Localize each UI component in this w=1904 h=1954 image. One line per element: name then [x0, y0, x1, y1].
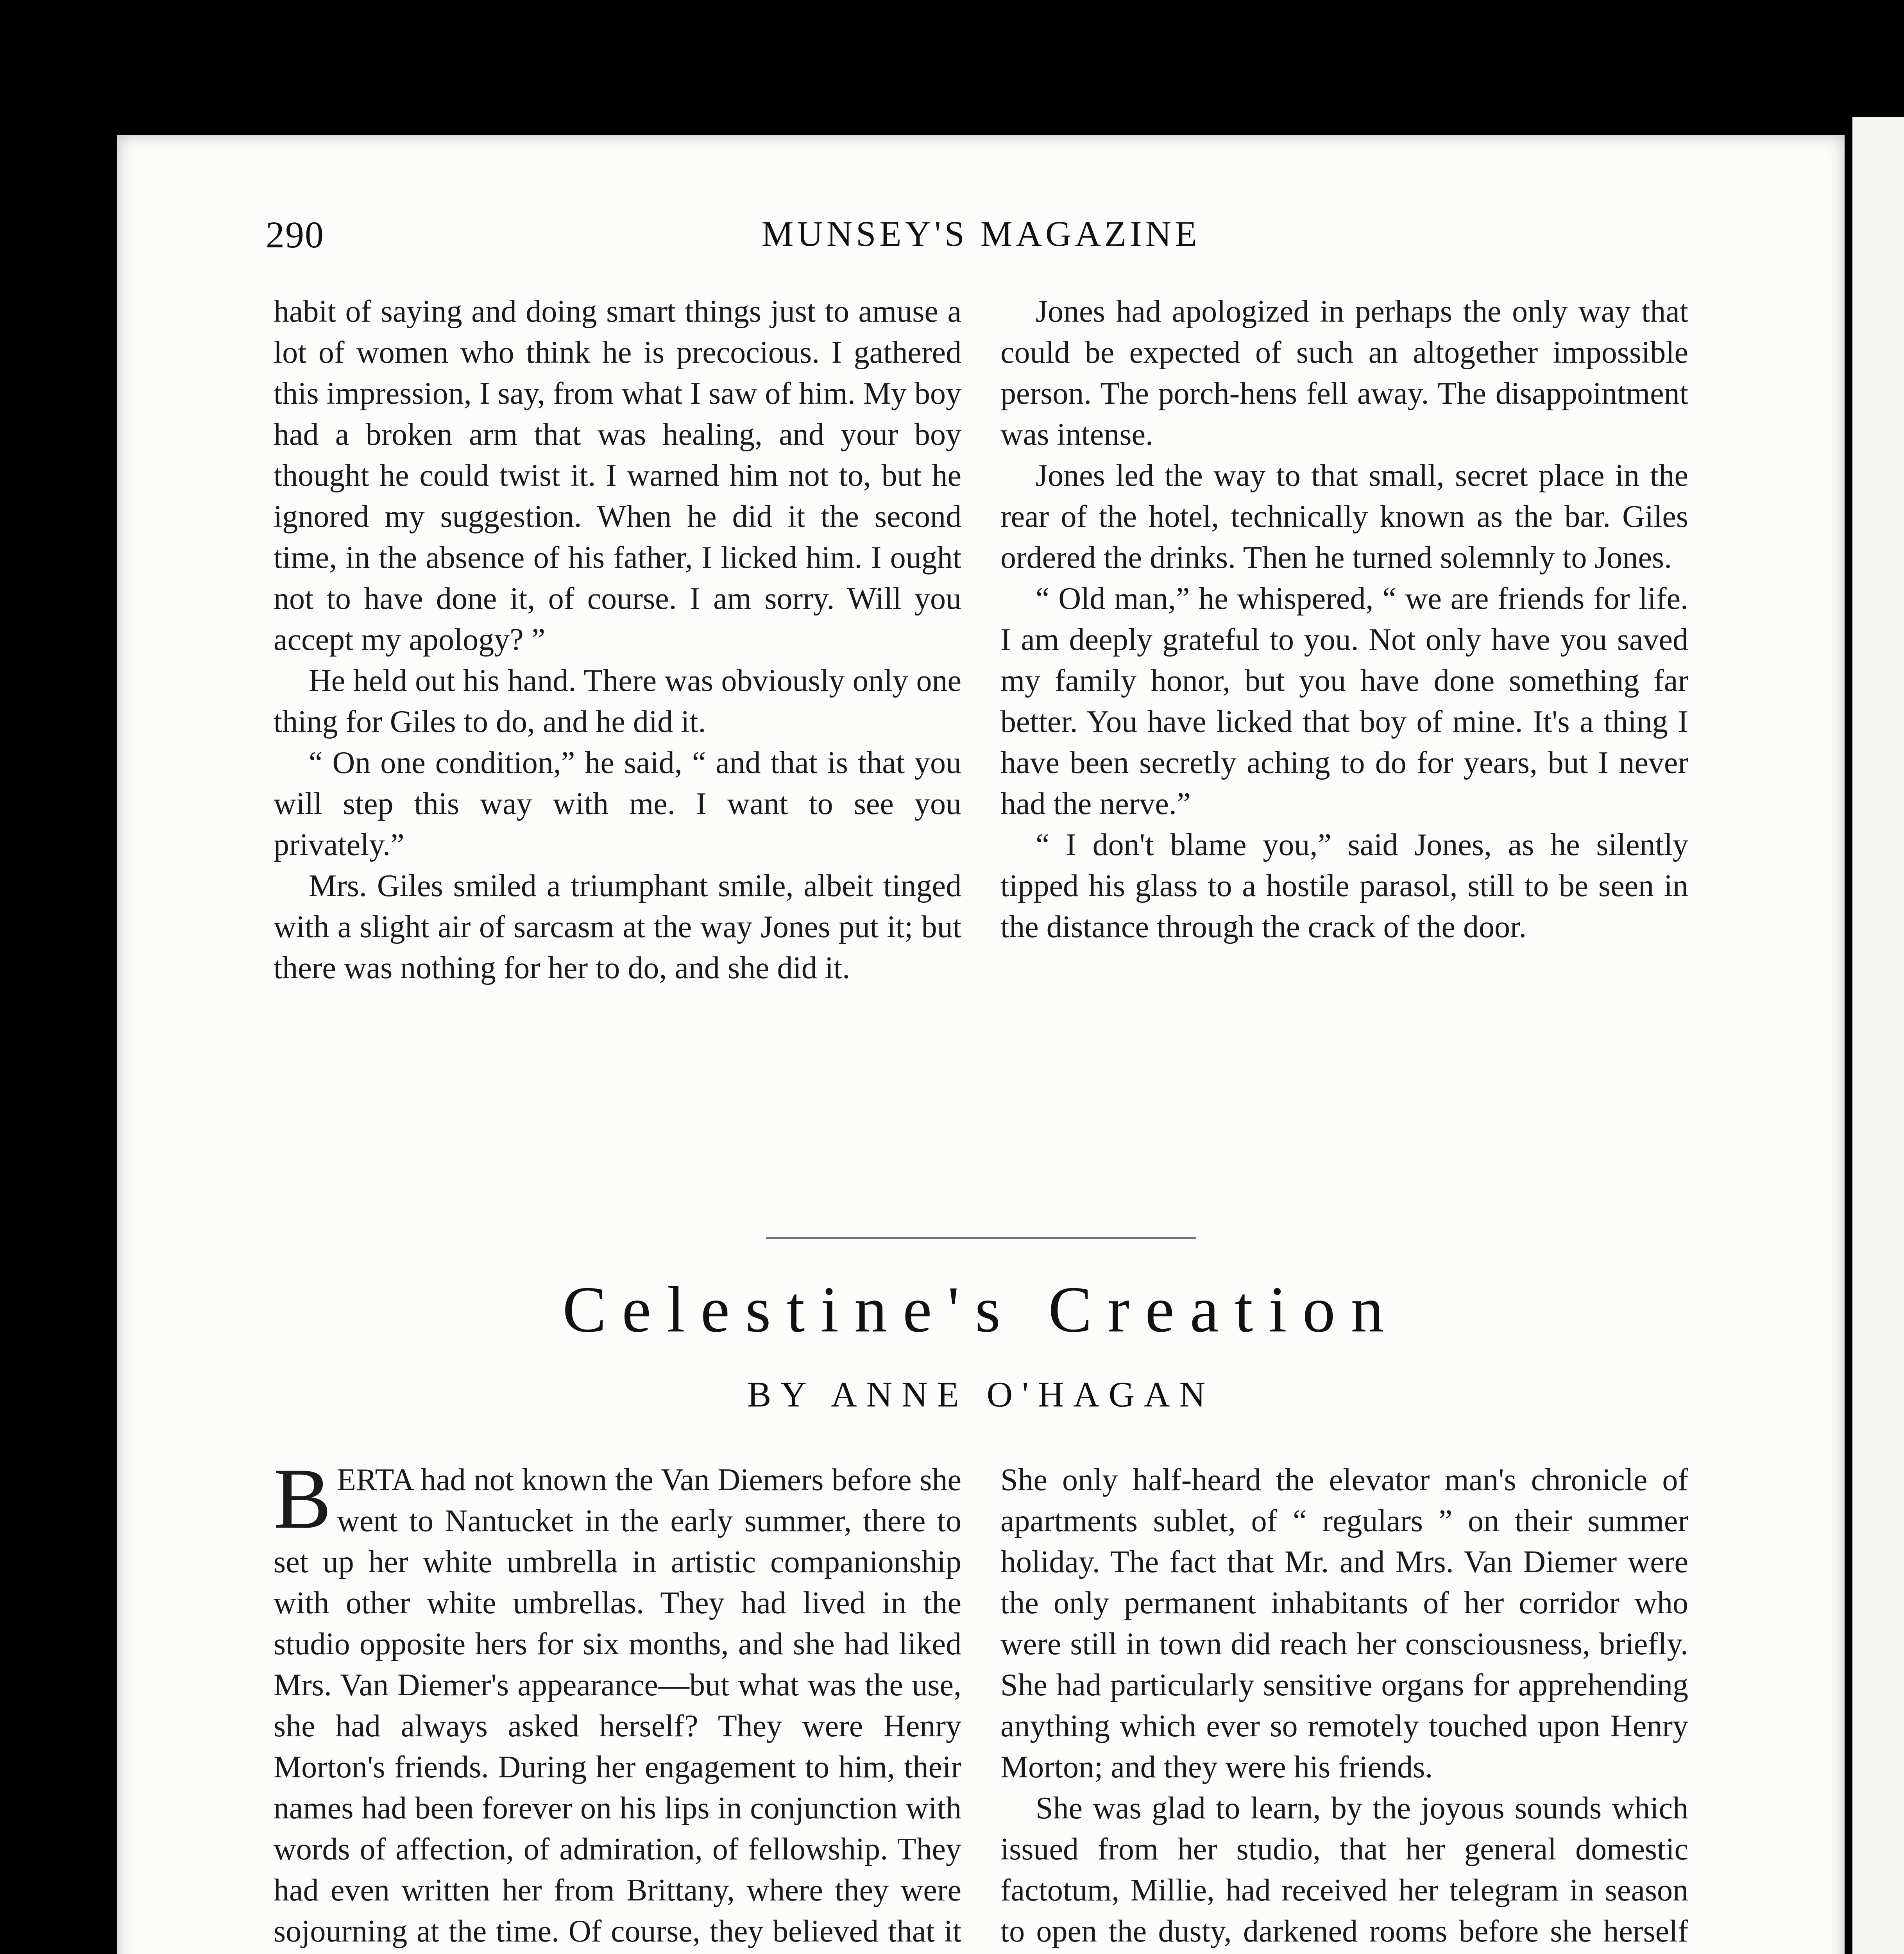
- running-title: MUNSEY'S MAGAZINE: [761, 214, 1201, 254]
- opening-paragraph-text: ERTA had not known the Van Diemers before she went to Nantucket in the early summer, there to set up her white umbrella in artistic companionship with other white umbrellas. They had lived in the studio opposite hers for six months, and she had liked Mrs. Van Diemer's appearance—but what was the use, she had always asked herself? They were Henry Morton's friends. During her engagement to him, their names had been forever on his lips in conjunction with words of affection, of admiration, of fellowship. They had even written her from Brittany, where they were sojourning at the time. Of course, they believed that it: [274, 1463, 961, 1949]
- page-number: 290: [266, 214, 324, 256]
- scan-left-border: [0, 0, 117, 1954]
- paragraph: She only half-heard the elevator man's chronicle of apartments sublet, of “ regulars ” on their summer holiday. The fact that Mr. and Mrs. Van Diemer were the only permanent inhabitants of her corridor who were still in town did reach her consciousness, briefly. She had particularly sensitive organs for apprehending anything which ever so remotely touched upon Henry Morton; and they were his friends.: [1000, 1463, 1688, 1784]
- paragraph: Jones had apologized in perhaps the only way that could be expected of such an altogether impossible person. The porch-hens fell away. The disappointment was intense.: [1000, 294, 1688, 452]
- previous-story-left-column: [274, 291, 961, 989]
- story-byline: BY ANNE O'HAGAN: [747, 1374, 1215, 1414]
- previous-story-right-column: [1000, 291, 1688, 948]
- paragraph: “ I don't blame you,” said Jones, as he silently tipped his glass to a hostile parasol, still to be seen in the distance through the crack of the door.: [1000, 828, 1688, 944]
- page-header: [117, 213, 1845, 264]
- magazine-page: [117, 135, 1845, 1954]
- section-divider: [766, 1237, 1196, 1239]
- story-left-column: [274, 1451, 961, 1954]
- paragraph: “ Old man,” he whispered, “ we are friends for life. I am deeply grateful to you. Not only have you saved my family honor, but you have done something far better. You have licked that boy of mine. It's a thing I have been secretly aching to do for years, but I never had the nerve.”: [1000, 582, 1688, 821]
- paragraph: She was glad to learn, by the joyous sounds which issued from her studio, that her general domestic factotum, Millie, had received her telegram in season to open the dusty, darkened rooms before she herself: [1000, 1791, 1688, 1949]
- story-right-column: [1000, 1460, 1688, 1954]
- adjacent-page-edge: [1852, 117, 1904, 1954]
- paragraph: Mrs. Giles smiled a triumphant smile, albeit tinged with a slight air of sarcasm at the way Jones put it; but there was nothing for her to do, and she did it.: [274, 869, 961, 985]
- drop-cap: B: [274, 1451, 332, 1547]
- paragraph: habit of saying and doing smart things just to amuse a lot of women who think he is precocious. I gathered this impression, I say, from what I saw of him. My boy had a broken arm that was healing, and your boy thought he could twist it. I warned him not to, but he ignored my suggestion. When he did it the second time, in the absence of his father, I licked him. I ought not to have done it, of course. I am sorry. Will you accept my apology? ”: [274, 294, 961, 657]
- paragraph: “ On one condition,” he said, “ and that is that you will step this way with me. I want to see you privately.”: [274, 746, 961, 862]
- opening-paragraph: [274, 1451, 961, 1954]
- paragraph: He held out his hand. There was obviously only one thing for Giles to do, and he did it.: [274, 664, 961, 739]
- story-title: Celestine's Creation: [562, 1273, 1399, 1346]
- paragraph: Jones led the way to that small, secret place in the rear of the hotel, technically known as the bar. Giles ordered the drinks. Then he turned solemnly to Jones.: [1000, 458, 1688, 575]
